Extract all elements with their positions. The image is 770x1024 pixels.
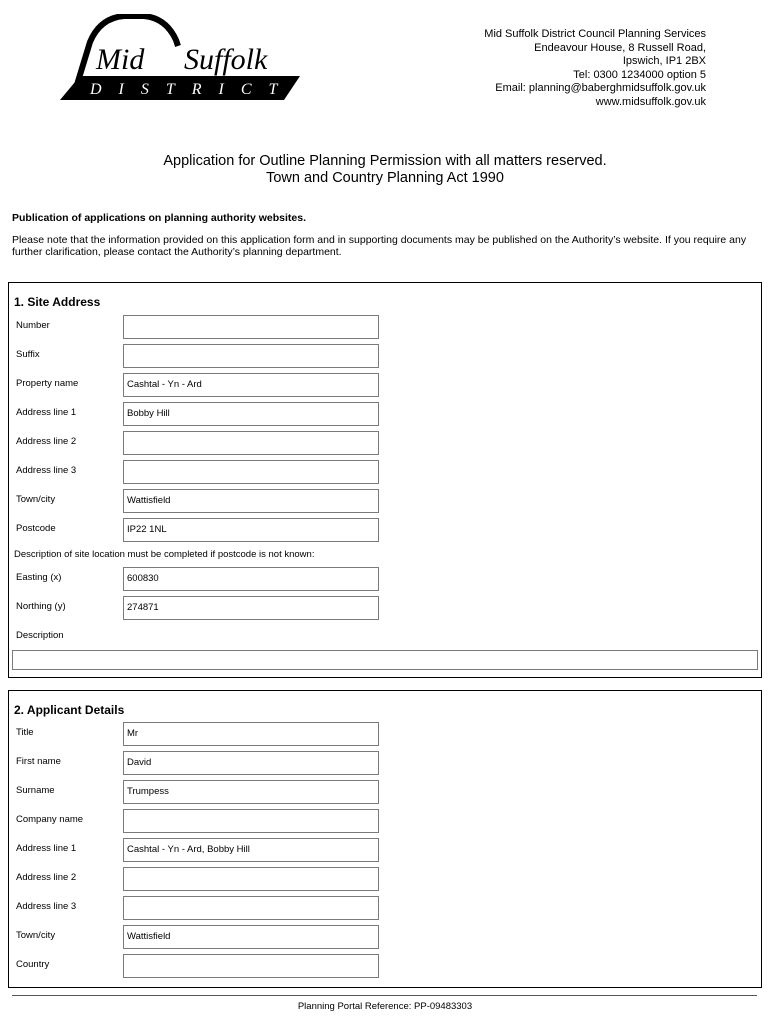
field-label: Property name xyxy=(16,378,79,389)
field-row xyxy=(9,460,389,484)
location-note: Description of site location must be completed if postcode is not known: xyxy=(14,549,315,560)
field-label: Easting (x) xyxy=(16,572,62,583)
town-city-input[interactable]: Wattisfield xyxy=(123,925,379,949)
footer-divider xyxy=(12,995,757,996)
address-line-3-input[interactable] xyxy=(123,896,379,920)
title-input[interactable]: Mr xyxy=(123,722,379,746)
field-label: Country xyxy=(16,959,50,970)
field-row xyxy=(9,838,389,862)
field-row xyxy=(9,518,389,542)
address-line-1-input[interactable]: Cashtal - Yn - Ard, Bobby Hill xyxy=(123,838,379,862)
field-label: Address line 1 xyxy=(16,843,77,854)
town-city-input[interactable]: Wattisfield xyxy=(123,489,379,513)
publication-heading: Publication of applications on planning authority websites. xyxy=(12,212,307,224)
field-label: Address line 2 xyxy=(16,872,77,883)
field-row xyxy=(9,722,389,746)
property-name-input[interactable]: Cashtal - Yn - Ard xyxy=(123,373,379,397)
address-line-3-input[interactable] xyxy=(123,460,379,484)
field-label: Suffix xyxy=(16,349,40,360)
field-row xyxy=(9,402,389,426)
publication-text: Please note that the information provided on this application form and in supporting documents may be published on the Authority’s website. If you require any further clarification, please contact the Authority’s planning department. xyxy=(12,234,747,258)
number-input[interactable] xyxy=(123,315,379,339)
field-label: Postcode xyxy=(16,523,56,534)
contact-email[interactable]: Email: planning@baberghmidsuffolk.gov.uk xyxy=(495,82,706,95)
field-row xyxy=(9,567,389,591)
postcode-input[interactable]: IP22 1NL xyxy=(123,518,379,542)
field-label: Company name xyxy=(16,814,84,825)
field-label: Address line 2 xyxy=(16,436,77,447)
field-row xyxy=(9,373,389,397)
address-line-2-input[interactable] xyxy=(123,431,379,455)
field-label: Town/city xyxy=(16,494,56,505)
field-label: Address line 3 xyxy=(16,901,77,912)
section-title: 1. Site Address xyxy=(14,295,101,309)
first-name-input[interactable]: David xyxy=(123,751,379,775)
logo-word-suffolk: Suffolk xyxy=(184,43,268,76)
field-label: Town/city xyxy=(16,930,56,941)
field-row xyxy=(9,954,389,978)
company-name-input[interactable] xyxy=(123,809,379,833)
suffix-input[interactable] xyxy=(123,344,379,368)
contact-line: Tel: 0300 1234000 option 5 xyxy=(573,68,706,81)
field-row xyxy=(9,344,389,368)
northing-input[interactable]: 274871 xyxy=(123,596,379,620)
field-label: Address line 1 xyxy=(16,407,77,418)
contact-website[interactable]: www.midsuffolk.gov.uk xyxy=(595,95,706,108)
portal-reference: Planning Portal Reference: PP-09483303 xyxy=(297,1001,473,1012)
section-title: 2. Applicant Details xyxy=(14,703,125,717)
field-row xyxy=(9,925,389,949)
field-row xyxy=(9,596,389,620)
field-row xyxy=(9,867,389,891)
field-row xyxy=(9,431,389,455)
field-row xyxy=(9,751,389,775)
surname-input[interactable]: Trumpess xyxy=(123,780,379,804)
logo-graphic xyxy=(58,14,302,102)
form-title: Application for Outline Planning Permission with all matters reserved. xyxy=(163,153,607,169)
logo-word-district: DISTRICT xyxy=(90,81,295,98)
field-label: Northing (y) xyxy=(16,601,66,612)
field-row xyxy=(9,780,389,804)
field-row xyxy=(9,896,389,920)
contact-line: Endeavour House, 8 Russell Road, xyxy=(534,41,706,54)
field-label: Title xyxy=(16,727,34,738)
contact-block xyxy=(484,28,706,110)
field-label: Surname xyxy=(16,785,55,796)
country-input[interactable] xyxy=(123,954,379,978)
contact-line: Mid Suffolk District Council Planning Services xyxy=(484,28,706,40)
contact-line: Ipswich, IP1 2BX xyxy=(622,55,706,68)
logo-word-mid: Mid xyxy=(96,43,145,76)
field-row xyxy=(9,315,389,339)
address-line-1-input[interactable]: Bobby Hill xyxy=(123,402,379,426)
field-row xyxy=(9,809,389,833)
description-input[interactable] xyxy=(12,650,758,670)
site-address-section xyxy=(8,282,762,678)
mid-suffolk-logo xyxy=(58,14,302,102)
field-label: First name xyxy=(16,756,61,767)
easting-input[interactable]: 600830 xyxy=(123,567,379,591)
field-label: Number xyxy=(16,320,50,331)
field-label: Address line 3 xyxy=(16,465,77,476)
field-row xyxy=(9,489,389,513)
address-line-2-input[interactable] xyxy=(123,867,379,891)
applicant-details-section xyxy=(8,690,762,988)
description-label: Description xyxy=(16,630,64,641)
form-subtitle: Town and Country Planning Act 1990 xyxy=(266,170,504,186)
